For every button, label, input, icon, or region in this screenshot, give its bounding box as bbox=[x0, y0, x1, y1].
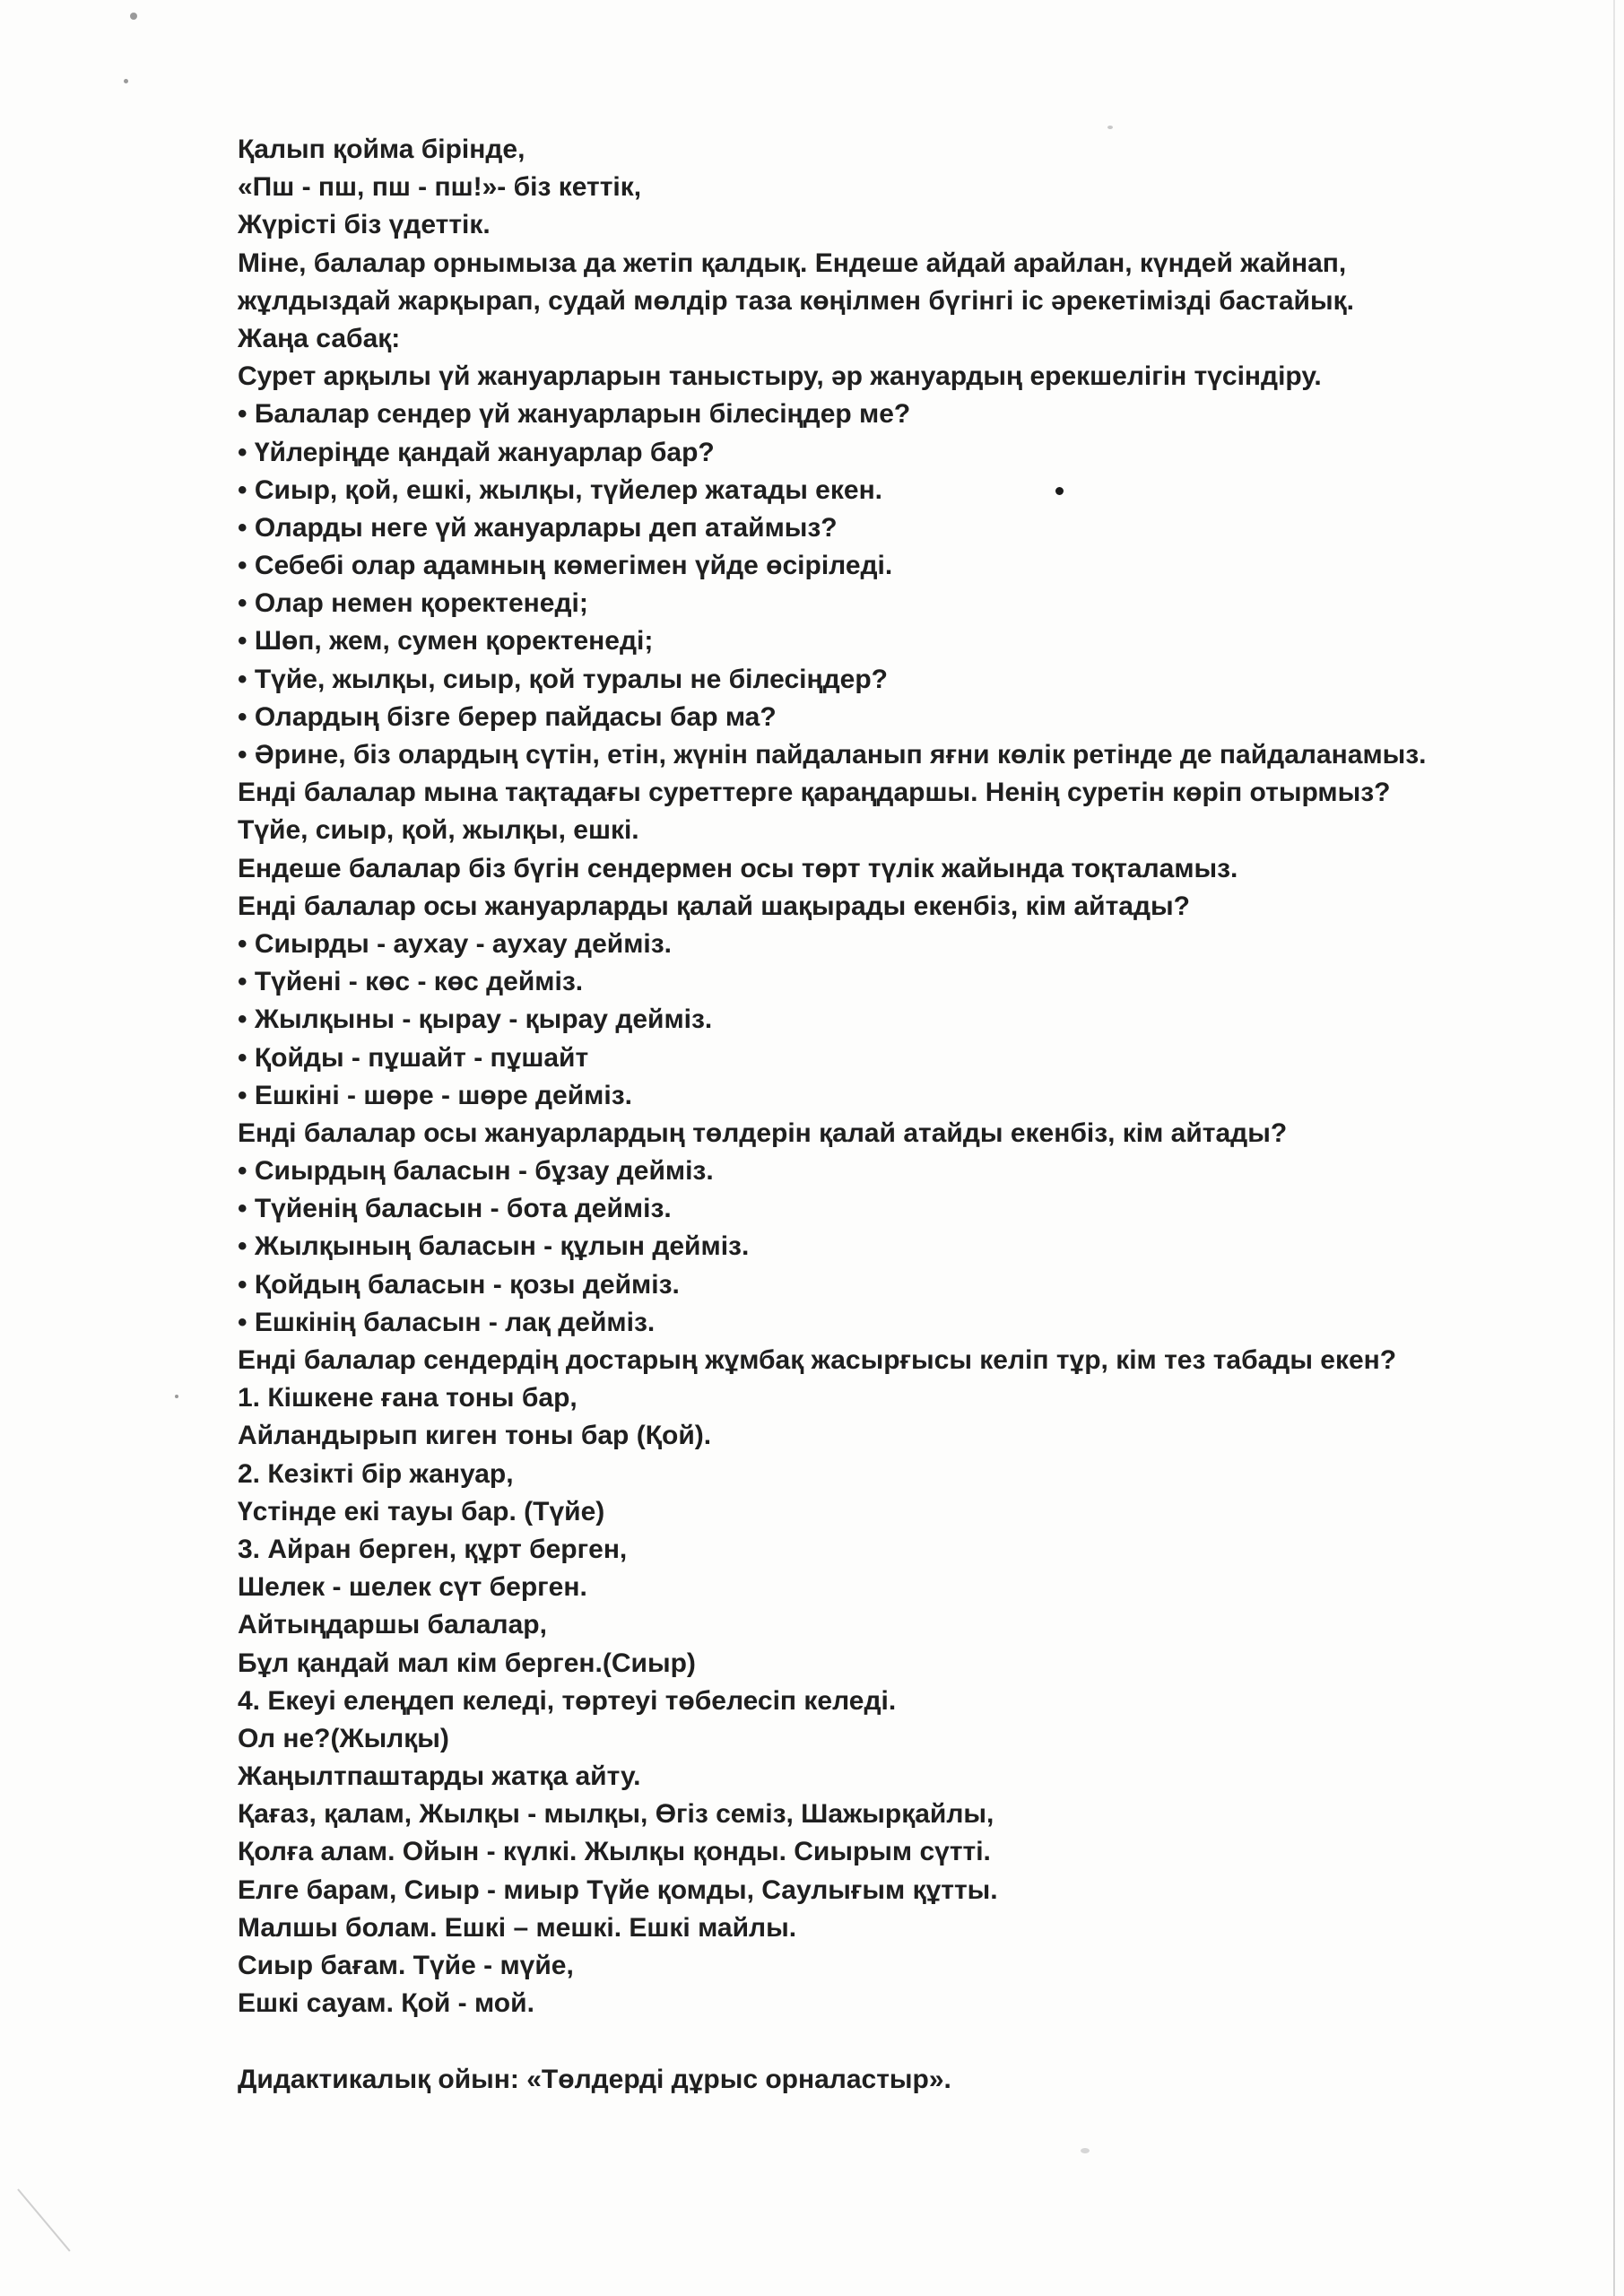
text-line: • Сиырдың баласын - бұзау дейміз. bbox=[238, 1156, 714, 1187]
text-line: Енді балалар осы жануарларды қалай шақырады екенбіз, кім айтады? bbox=[238, 891, 1190, 921]
text-line: Бұл қандай мал кім берген.(Сиыр) bbox=[238, 1648, 696, 1678]
text-line: • Сиырды - аухау - аухау дейміз. bbox=[238, 928, 672, 959]
text-line: Қалып қойма бірінде, bbox=[238, 135, 525, 164]
text-line: Енді балалар осы жануарлардың төлдерін қалай атайды екенбіз, кім айтады? bbox=[238, 1118, 1288, 1148]
text-line: Жүрісті біз үдеттік. bbox=[238, 210, 491, 240]
text-line: • Түйені - көс - көс дейміз. bbox=[238, 967, 584, 997]
text-line: • Қойды - пұшайт - пұшайт bbox=[238, 1042, 589, 1073]
text-line: • Олардың бізге берер пайдасы бар ма? bbox=[238, 701, 777, 732]
text-line: Жаңа сабақ: bbox=[238, 323, 401, 353]
scan-scratch bbox=[17, 2188, 70, 2251]
text-line: • Ешкіні - шөре - шөре дейміз. bbox=[238, 1080, 632, 1110]
text-line: Елге барам, Сиыр - миыр Түйе қомды, Саулығым құтты. bbox=[238, 1874, 998, 1905]
text-line: • Әрине, біз олардың сүтін, етін, жүнін пайдаланып яғни көлік ретінде де пайдаланамыз. bbox=[238, 740, 1427, 770]
text-line: Ешкі сауам. Қой - мой. bbox=[238, 1988, 534, 2019]
scan-speck bbox=[1107, 126, 1113, 129]
scan-edge-line bbox=[1613, 0, 1615, 2296]
text-line: «Пш - пш, пш - пш!»- біз кеттік, bbox=[238, 172, 642, 203]
text-line: • Балалар сендер үй жануарларын білесіңдер ме? bbox=[238, 399, 911, 430]
text-line: • Үйлеріңде қандай жануарлар бар? bbox=[238, 437, 715, 467]
scan-speck bbox=[1081, 2148, 1090, 2153]
scan-speck bbox=[130, 13, 137, 20]
text-line: Сиыр бағам. Түйе - мүйе, bbox=[238, 1951, 574, 1980]
text-line: • Олар немен қоректенеді; bbox=[238, 588, 588, 619]
blank-line bbox=[238, 2022, 1583, 2060]
scan-speck bbox=[175, 1395, 178, 1398]
text-line: • Шөп, жем, сумен қоректенеді; bbox=[238, 626, 654, 657]
text-line: • Ешкінің баласын - лақ дейміз. bbox=[238, 1307, 656, 1337]
document-text bbox=[238, 131, 1583, 2099]
text-line: Енді балалар сендердің достарың жұмбақ жасырғысы келіп тұр, кім тез табады екен? bbox=[238, 1345, 1397, 1375]
text-line: Айтыңдаршы балалар, bbox=[238, 1610, 547, 1640]
text-line: • Себебі олар адамның көмегімен үйде өсіріледі. bbox=[238, 551, 893, 581]
text-line: • Қойдың баласын - қозы дейміз. bbox=[238, 1269, 680, 1300]
text-line: • Түйенің баласын - бота дейміз. bbox=[238, 1194, 672, 1224]
text-line: Үстінде екі тауы бар. (Түйе) bbox=[238, 1496, 605, 1526]
text-line: Айландырып киген тоны бар (Қой). bbox=[238, 1421, 712, 1451]
text-line: • Жылқыны - қырау - қырау дейміз. bbox=[238, 1004, 713, 1035]
text-line: 2. Кезікті бір жануар, bbox=[238, 1458, 514, 1489]
text-line: • Оларды неге үй жануарлары деп атаймыз? bbox=[238, 512, 838, 543]
text-line: • Жылқының баласын - құлын дейміз. bbox=[238, 1231, 750, 1262]
text-line: Дидактикалық ойын: «Төлдерді дұрыс орналастыр». bbox=[238, 2064, 951, 2094]
text-line: жұлдыздай жарқырап, судай мөлдір таза көңілмен бүгінгі іс әрекетімізді бастайық. bbox=[238, 285, 1354, 316]
text-line: Ендеше балалар біз бүгін сендермен осы төрт түлік жайында тоқталамыз. bbox=[238, 853, 1238, 883]
text-line: • Түйе, жылқы, сиыр, қой туралы не білесіңдер? bbox=[238, 664, 888, 694]
text-line: Жаңылтпаштарды жатқа айту. bbox=[238, 1761, 641, 1792]
text-line: • Сиыр, қой, ешкі, жылқы, түйелер жатады екен. bbox=[238, 474, 883, 505]
text-line: 4. Екеуі елеңдеп келеді, төртеуі төбелесіп келеді. bbox=[238, 1685, 897, 1716]
text-line: Малшы болам. Ешкі – мешкі. Ешкі майлы. bbox=[238, 1912, 797, 1943]
text-line: Міне, балалар орнымыза да жетіп қалдық. Ендеше айдай арайлан, күндей жайнап, bbox=[238, 248, 1347, 278]
text-line: Енді балалар мына тақтадағы суреттерге қараңдаршы. Ненің суретін көріп отырмыз? bbox=[238, 778, 1391, 808]
text-line: Қағаз, қалам, Жылқы - мылқы, Өгіз семіз, Шажырқайлы, bbox=[238, 1799, 994, 1830]
text-line: Қолға алам. Ойын - күлкі. Жылқы қонды. Сиырым сүтті. bbox=[238, 1837, 991, 1867]
text-line: Шелек - шелек сүт берген. bbox=[238, 1572, 587, 1603]
text-line: Ол не?(Жылқы) bbox=[238, 1723, 449, 1753]
text-line: Сурет арқылы үй жануарларын таныстыру, әр жануардың ерекшелігін түсіндіру. bbox=[238, 361, 1322, 392]
text-line: Түйе, сиыр, қой, жылқы, ешкі. bbox=[238, 815, 639, 846]
scan-speck bbox=[124, 79, 128, 83]
text-line: 1. Кішкене ғана тоны бар, bbox=[238, 1383, 578, 1413]
text-line: 3. Айран берген, құрт берген, bbox=[238, 1534, 628, 1564]
